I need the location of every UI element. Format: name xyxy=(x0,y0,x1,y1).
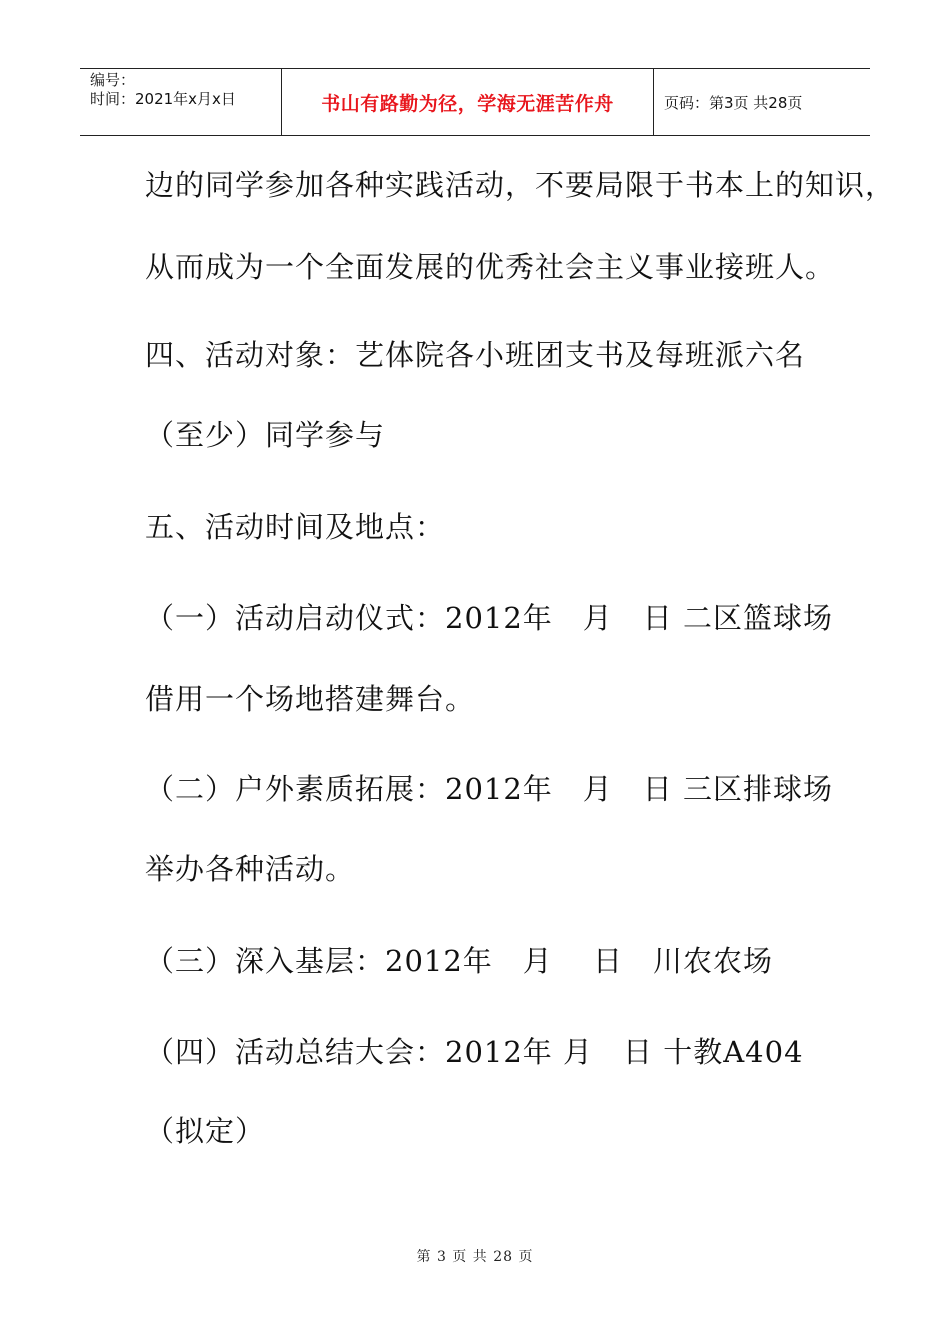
schedule-item-1: （一）活动启动仪式：2012年 月 日 二区篮球场 xyxy=(145,601,834,635)
header-page-info: 页码：第3页 共28页 xyxy=(664,93,803,112)
body-line-1: 边的同学参加各种实践活动，不要局限于书本上的知识， xyxy=(145,168,896,202)
body-line-12: （拟定） xyxy=(145,1114,266,1148)
header-meta xyxy=(80,69,282,135)
document-number-label: 编号： xyxy=(90,71,136,89)
schedule-item-3: （三）深入基层：2012年 月 日 川农农场 xyxy=(145,944,774,978)
document-date: 时间：2021年x月x日 xyxy=(90,90,236,108)
section-heading-time-place: 五、活动时间及地点： xyxy=(145,510,446,544)
body-line-9: 举办各种活动。 xyxy=(145,852,356,886)
page-footer: 第 3 页 共 28 页 xyxy=(416,1249,534,1265)
header-motto: 书山有路勤为径，学海无涯苦作舟 xyxy=(282,69,654,135)
schedule-item-4: （四）活动总结大会：2012年 月 日 十教A404 xyxy=(145,1035,804,1069)
schedule-item-2: （二）户外素质拓展：2012年 月 日 三区排球场 xyxy=(145,772,834,806)
body-line-4: （至少）同学参与 xyxy=(145,418,386,452)
section-heading-activity-target: 四、活动对象：艺体院各小班团支书及每班派六名 xyxy=(145,338,806,372)
body-line-2: 从而成为一个全面发展的优秀社会主义事业接班人。 xyxy=(145,250,836,284)
page-header xyxy=(80,68,870,136)
body-line-7: 借用一个场地搭建舞台。 xyxy=(145,682,476,716)
